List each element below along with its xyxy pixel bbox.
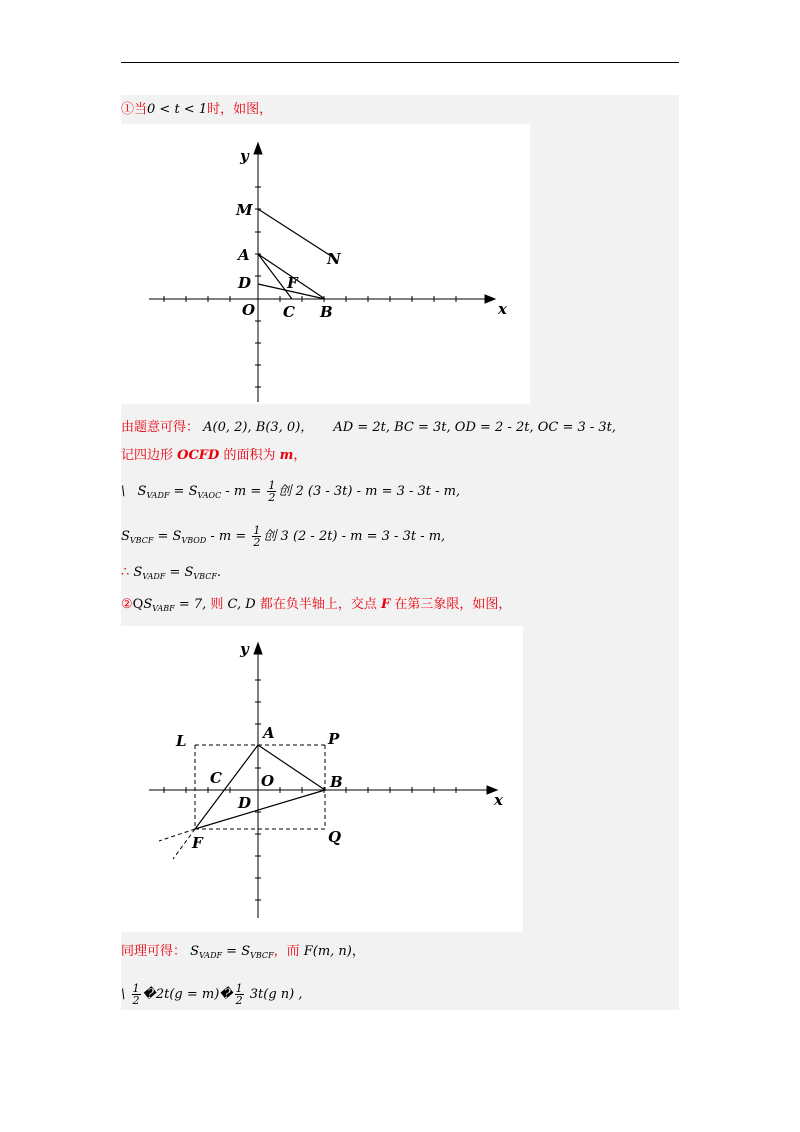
eq3-lead: ∴ [121,565,130,580]
fig1-label-o: O [242,301,256,319]
fig2-label-l: L [176,732,187,750]
case2-s: S [143,597,153,612]
fig1-label-m: M [236,201,253,219]
case2-prefix: ② [121,597,133,612]
fig2-label-d: D [238,794,252,812]
eq2-frac-den: 2 [253,536,261,549]
y-axis-arrow [254,143,262,154]
note-end: ， [293,448,307,463]
given-prefix: 由题意可得： [121,420,200,435]
equation-2 [121,525,445,551]
x-axis-arrow [485,295,495,303]
eq1-mid: = S [169,484,198,499]
similar-f: F(m, n) [303,944,352,959]
note-quad: OCFD [177,448,220,463]
eq2-lhs-sub: VBCF [129,536,154,545]
eq2-fraction [252,525,261,548]
equation-1 [121,480,460,506]
case2-rest: 都在负半轴上，交点 [255,597,381,612]
eq1-frac-num: 1 [268,479,276,492]
similar-prefix: 同理可得： [121,944,187,959]
eq3-mid-sub: VBCF [193,572,217,581]
eq4-fraction-2 [235,983,244,1006]
figure-1-svg [121,124,530,404]
similar-eq: = S [222,944,251,959]
case1-prefix: ①当 [121,102,148,117]
fig2-label-q: Q [328,828,342,846]
similar-s1-sub: VADF [199,951,223,960]
fig1-label-x: x [498,300,507,318]
case2-q: Q [132,597,144,612]
similar-s2-sub: VBCF [250,951,274,960]
given-lengths: AD = 2t, BC = 3t, OD = 2 - 2t, OC = 3 - 3t, [333,420,617,435]
eq4-part-a: �2t(g = m)� [142,987,233,1002]
note-text: 记四边形 [121,448,178,463]
eq4-frac1-num: 1 [132,982,140,995]
figure-1 [121,124,530,404]
case1-condition: 0 < t < 1 [147,102,208,117]
fig1-label-b: B [320,303,333,321]
similar-end: ， [351,944,365,959]
eq1-lead: \ [121,484,126,499]
case2-line [121,595,511,619]
eq3-lhs: S [129,565,143,580]
figure-2-svg [121,626,523,932]
case2-cd: C, D [227,597,256,612]
fig2-label-f: F [192,834,203,852]
eq2-rest: - m = [206,529,251,544]
similar-line [121,942,365,966]
fig2-label-o: O [261,772,275,790]
eq2-lhs: S [121,529,130,544]
case2-text: 则 [206,597,228,612]
segment-mn [258,209,331,256]
eq3-lhs-sub: VADF [142,572,166,581]
fig2-label-b: B [330,773,343,791]
note-suffix: 的面积为 [219,448,280,463]
note-line [121,446,306,466]
case2-s-sub: VABF [152,604,175,613]
eq4-frac2-num: 1 [235,982,243,995]
eq4-lead: \ [121,987,126,1002]
eq3-end: . [216,565,222,580]
eq4-frac1-den: 2 [132,994,140,1007]
fig2-label-p: P [328,730,340,748]
given-points: A(0, 2), B(3, 0)， [203,420,314,435]
eq1-rest: - m = [221,484,266,499]
equation-3 [121,563,221,587]
fig1-label-f: F [287,274,298,292]
similar-s1: S [190,944,200,959]
fig1-label-a: A [238,246,250,264]
figure-2 [121,626,523,932]
case1-line [121,100,272,120]
case1-suffix: 时，如图， [207,102,273,117]
case2-rest2: 在第三象限，如图， [390,597,512,612]
case2-f: F [380,597,391,612]
eq2-mid-sub: VBOD [181,536,207,545]
case2-val: = 7, [174,597,207,612]
eq1-lhs: S [137,484,147,499]
eq1-mid-sub: VAOC [197,491,222,500]
eq4-fraction-1 [132,983,141,1006]
fig1-label-y: y [240,147,249,165]
eq4-frac2-den: 2 [235,994,243,1007]
eq2-tail: 创 3 (2 - 2t) - m = 3 - 3t - m, [263,529,446,544]
fig1-label-d: D [238,274,252,292]
given-line [121,418,616,438]
eq3-mid: = S [165,565,194,580]
fig2-label-a: A [263,724,275,742]
eq2-mid: = S [153,529,182,544]
fig2-label-c: C [210,769,222,787]
eq2-frac-num: 1 [253,524,261,537]
eq1-tail: 创 2 (3 - 3t) - m = 3 - 3t - m, [278,484,461,499]
eq1-fraction [267,480,276,503]
eq4-part-b: 3t(g n) , [245,987,303,1002]
eq1-frac-den: 2 [268,491,276,504]
equation-4 [121,983,303,1006]
fig1-label-c: C [283,303,295,321]
eq1-lhs-sub: VADF [146,491,170,500]
fig1-label-n: N [327,250,341,268]
fig2-label-y: y [240,640,249,658]
fig2-label-x: x [494,791,503,809]
similar-mid: ，而 [273,944,304,959]
header-rule [121,62,679,63]
note-var: m [279,448,294,463]
